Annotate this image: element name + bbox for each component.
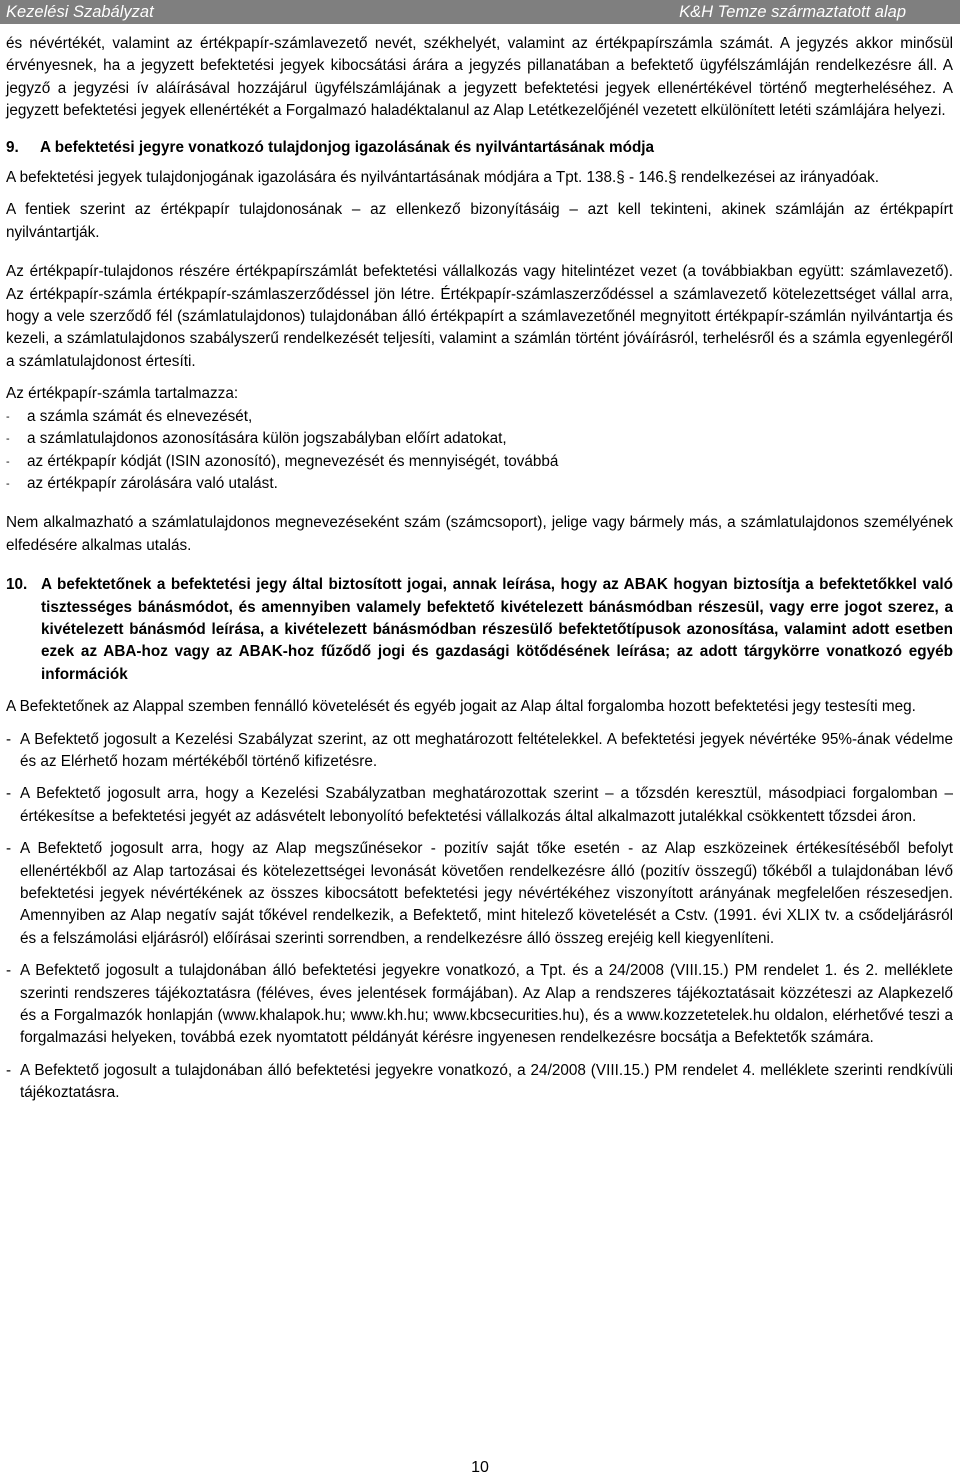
list-item: - az értékpapír kódját (ISIN azonosító), megnevezését és mennyiségét, továbbá — [6, 451, 953, 473]
page-body — [6, 33, 953, 1105]
rights-bullet: - A Befektető jogosult a tulajdonában álló befektetési jegyekre vonatkozó, a Tpt. és a 24/2008 (VIII.15.) PM rendelet 1. és 2. melléklete szerinti rendszeres tájékoztatásra (féléves, éves jelentések formájában). Az Alap a rendszeres tájékoztatásait közzéteszi az Alapkezelő és a Forgalmazók honlapján (www.khalapok.hu; www.kh.hu; www.kbcsecurities.hu), és a www.kozzetetelek.hu oldalon, elérhetővé teszi a forgalmazási helyeken, továbbá ezek nyomtatott példányát kérésre ingyenesen rendelkezésre bocsátja a Befektetők számára. — [6, 960, 953, 1050]
section-9-title: A befektetési jegyre vonatkozó tulajdonjog igazolásának és nyilvántartásának módja — [40, 138, 655, 156]
account-contents-list — [6, 406, 953, 496]
dash-bullet: - — [6, 477, 10, 490]
page-number: 10 — [471, 1459, 489, 1476]
dash-bullet: - — [6, 433, 10, 446]
list-item: - a számlatulajdonos azonosítására külön jogszabályban előírt adatokat, — [6, 428, 953, 450]
rights-bullet: - A Befektető jogosult arra, hogy az Alap megszűnésekor - pozitív saját tőke esetén - az Alap eszközeinek értékesítéséből befolyt ellenértékből az Alap tartozásai és kötelezettségei levonását követően rendelkezésre álló (pozitív összegű) tőkéből a tulajdonában lévő befektetési jegyek névértékének az összes kibocsátott befektetési jegy névértékéhez viszonyított arányának megfelelően részesedjen. Amennyiben az Alap negatív saját tőkével rendelkezik, a Befektető, mint hitelező követelését a Cstv. (1991. évi XLIX tv. a csődeljárásról és a felszámolási eljárásról) előírásai szerinti sorrendben, a rendelkezésre álló összeg erejéig kell kiegyenlíteni. — [6, 838, 953, 950]
section-10-heading — [6, 574, 953, 686]
dash-bullet: - — [6, 455, 10, 468]
dash-bullet: - — [6, 785, 12, 803]
section-10-title: A befektetőnek a befektetési jegy által biztosított jogai, annak leírása, hogy az ABAK hogyan biztosítja a befektetőkkel való tisztességes bánásmódot, és amennyiben valamely befektető kivételezett bánásmódban részesül, vagy erre jogot szerez, a kivételezett bánásmód leírása, a kivételezett bánásmódban részesülő befektetőtípusok azonosítása, valamint adott esetben ezek az ABA-hoz vagy az ABAK-hoz fűződő jogi és gazdasági kötődésének leírása; az adott tárgykörre vonatkozó egyéb információk — [41, 576, 953, 683]
account-contents-intro: Az értékpapír-számla tartalmazza: — [6, 385, 239, 403]
rights-bullet: - A Befektető jogosult a Kezelési Szabályzat szerint, az ott meghatározott feltételekkel. A befektetési jegyek névértéke 95%-ának védelme és az Elérhető hozam mértékéből történő kifizetésre. — [6, 729, 953, 774]
dash-bullet: - — [6, 840, 12, 858]
dash-bullet: - — [6, 1061, 12, 1079]
document-title: Kezelési Szabályzat — [6, 3, 154, 21]
dash-bullet: - — [6, 410, 10, 423]
section-10-number: 10. — [6, 576, 28, 594]
dash-bullet: - — [6, 730, 12, 748]
section-9-paragraph-3: Az értékpapír-tulajdonos részére értékpapírszámlát befektetési vállalkozás vagy hitelintézet vezet (a továbbiakban együtt: számlavezető). Az értékpapír-számla értékpapír-számlaszerződéssel jön létre. Értékpapír-számlaszerződéssel a számlavezető kötelezettséget vállal arra, hogy a vele szerződő fél (számlatulajdonos) tulajdonában álló értékpapírt a számlavezetőnél megnyitott értékpapír-számlán nyilvántartja és kezeli, a számlatulajdonos szabályszerű rendelkezését teljesíti, valamint a számlán történt jóváírásról, terhelésről és a számla egyenlegéről a számlatulajdonost értesíti. — [6, 263, 953, 370]
section-9-paragraph-4: Nem alkalmazható a számlatulajdonos megnevezéseként szám (számcsoport), jelige vagy bármely más, a számlatulajdonos személyének elfedésére alkalmas utalás. — [6, 514, 953, 554]
section-9-number: 9. — [6, 138, 19, 156]
section-9-paragraph-2: A fentiek szerint az értékpapír tulajdonosának – az ellenkező bizonyításáig – azt kell tekinteni, akinek számláján az értékpapírt nyilvántartják. — [6, 201, 953, 241]
section-9-heading — [6, 137, 953, 159]
list-item: - a számla számát és elnevezését, — [6, 406, 953, 428]
fund-name: K&H Temze származtatott alap — [679, 3, 906, 21]
rights-bullet: - A Befektető jogosult a tulajdonában álló befektetési jegyekre vonatkozó, a 24/2008 (VIII.15.) PM rendelet 4. melléklete szerinti rendkívüli tájékoztatásra. — [6, 1060, 953, 1105]
list-item: - az értékpapír zárolására való utalást. — [6, 473, 953, 495]
section-10-paragraph-1: A Befektetőnek az Alappal szemben fennálló követelését és egyéb jogait az Alap által forgalomba hozott befektetési jegy testesíti meg. — [6, 698, 916, 716]
dash-bullet: - — [6, 962, 12, 980]
page-header — [0, 0, 960, 24]
intro-paragraph: és névértékét, valamint az értékpapír-számlavezető nevét, székhelyét, valamint az értékpapírszámla számát. A jegyzés akkor minősül érvényesnek, ha a jegyzett befektetési jegyek kibocsátási árára a jegyzés pillanatában a befektető ügyfélszámláján rendelkezésre áll. A jegyző a jegyzési ív aláírásával hozzájárul ügyfélszámlájának a jegyzett befektetési jegyek ellenértékével történő megterheléséhez. A jegyzett befektetési jegyek ellenértékét a Forgalmazó haladéktalanul az Alap Letétkezelőjénél vezetett elkülönített letéti számlájára helyezi. — [6, 35, 953, 120]
rights-bullet: - A Befektető jogosult arra, hogy a Kezelési Szabályzatban meghatározottak szerint – a tőzsdén keresztül, másodpiaci forgalomban – értékesítse a befektetési jegyét az adásvételt lebonyolító befektetési vállalkozás által alkalmazott jutalékkal csökkentett tőzsdei áron. — [6, 783, 953, 828]
section-9-paragraph-1: A befektetési jegyek tulajdonjogának igazolására és nyilvántartásának módjára a Tpt. 138.§ - 146.§ rendelkezései az irányadóak. — [6, 169, 880, 187]
